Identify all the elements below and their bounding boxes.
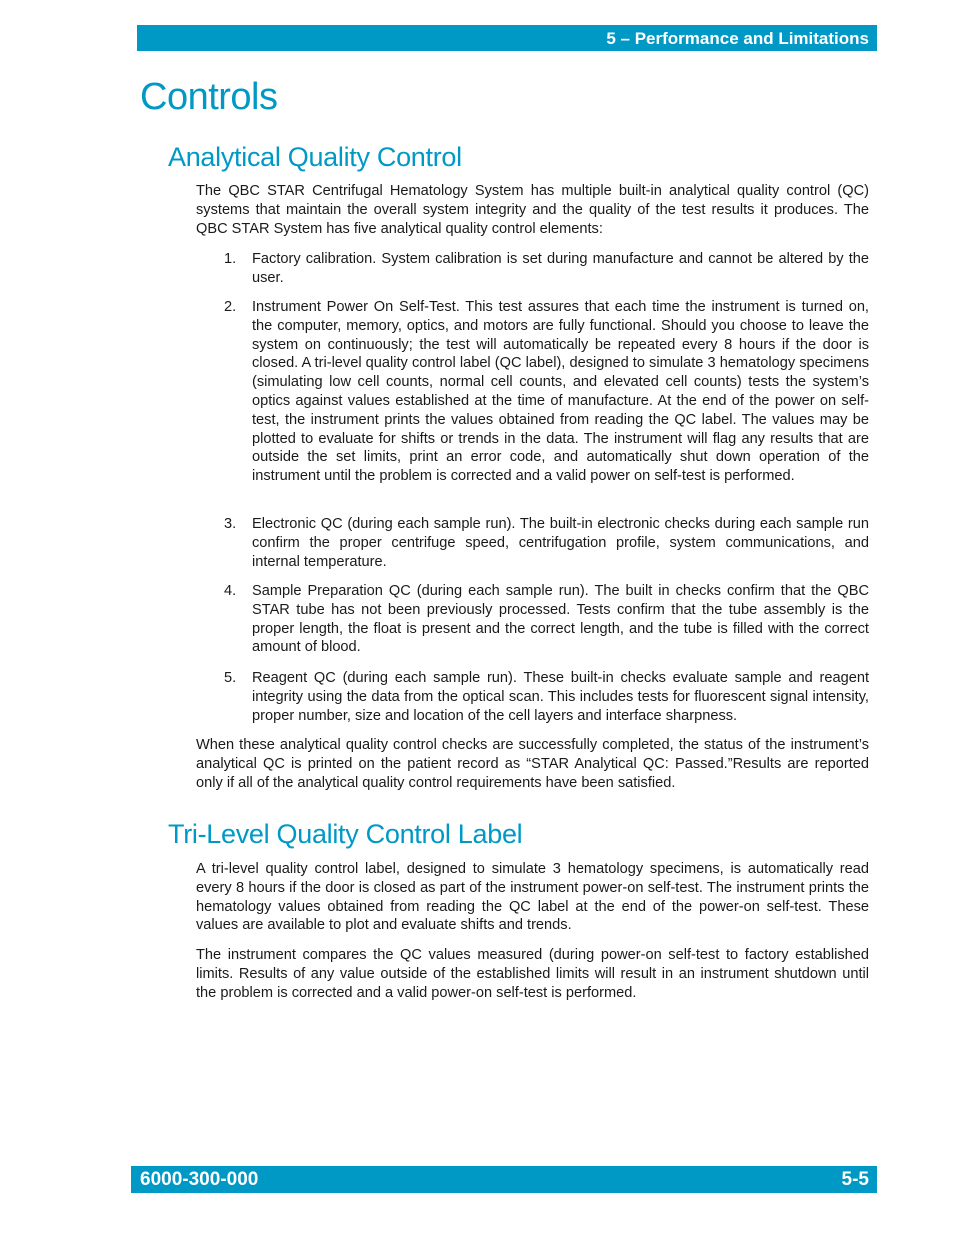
list-item <box>196 669 869 725</box>
list-item-number: 4. <box>224 583 237 599</box>
document-number: 6000-300-000 <box>140 1169 259 1190</box>
trilevel-paragraph-1: A tri-level quality control label, designed to simulate 3 hematology specimens, is automatically read every 8 hours if the door is closed as part of the instrument power-on self-test. The instrument prints the hematology values obtained from reading the QC label at the end of the power-on self-test. These values are available to plot and evaluate shifts and trends. <box>196 861 869 934</box>
list-item <box>196 298 869 486</box>
list-item-number: 5. <box>224 670 237 686</box>
list-item <box>196 250 869 288</box>
list-item-number: 1. <box>224 251 237 267</box>
header-bar <box>137 25 877 51</box>
list-item-text: Instrument Power On Self-Test. This test assures that each time the instrument is turned on, the computer, memory, optics, and motors are fully functional. Should you choose to leave the system on continuously; the test will automatically be repeated every 8 hours if the door is closed. A tri-level quality control label (QC label), designed to simulate 3 hematology specimens (simulating low cell counts, normal cell counts, and elevated cell counts) tests the system’s optics against values established at the time of manufacture. At the end of the power on self-test, the instrument prints the values obtained from reading the QC label. The values may be plotted to evaluate for shifts or trends in the data. The instrument will flag any results that are outside the set limits, print an error code, and automatically shut down operation of the instrument until the problem is corrected and a valid power on self-test is performed. <box>252 299 869 485</box>
page-title: Controls <box>140 76 278 118</box>
list-item <box>196 582 869 657</box>
list-item-text: Reagent QC (during each sample run). These built-in checks evaluate sample and reagent integrity using the data from the optical scan. This includes tests for fluorescent signal intensity, proper number, size and location of the cell layers and interface sharpness. <box>252 670 869 724</box>
list-item-number: 2. <box>224 299 237 315</box>
list-item-number: 3. <box>224 516 237 532</box>
footer-bar <box>131 1166 877 1193</box>
list-item <box>196 515 869 571</box>
analytical-closing: When these analytical quality control checks are successfully completed, the status of the instrument’s analytical QC is printed on the patient record as “STAR Analytical QC: Passed.”Results are reported only if all of the analytical quality control requirements have been satisfied. <box>196 737 869 791</box>
list-item-text: Factory calibration. System calibration is set during manufacture and cannot be altered by the user. <box>252 251 869 286</box>
list-item-text: Electronic QC (during each sample run). The built-in electronic checks during each sample run confirm the proper centrifuge speed, centrifugation profile, system communications, and internal temperature. <box>252 516 869 570</box>
list-item-text: Sample Preparation QC (during each sample run). The built in checks confirm that the QBC STAR tube has not been previously processed. Tests confirm that the tube assembly is the proper length, the float is present and the correct length, and the tube is filled with the correct amount of blood. <box>252 583 869 656</box>
trilevel-paragraph-2: The instrument compares the QC values measured (during power-on self-test to factory established limits. Results of any value outside of the established limits will result in an instrument shutdown until the problem is corrected and a valid power-on self-test is performed. <box>196 947 869 1001</box>
chapter-title: 5 – Performance and Limitations <box>606 29 869 48</box>
section-heading-analytical: Analytical Quality Control <box>168 142 462 172</box>
page-number: 5-5 <box>841 1169 869 1190</box>
analytical-intro: The QBC STAR Centrifugal Hematology System has multiple built-in analytical quality control (QC) systems that maintain the overall system integrity and the quality of the test results it produces. The QBC STAR System has five analytical quality control elements: <box>196 183 869 237</box>
section-heading-trilevel: Tri-Level Quality Control Label <box>168 819 523 849</box>
